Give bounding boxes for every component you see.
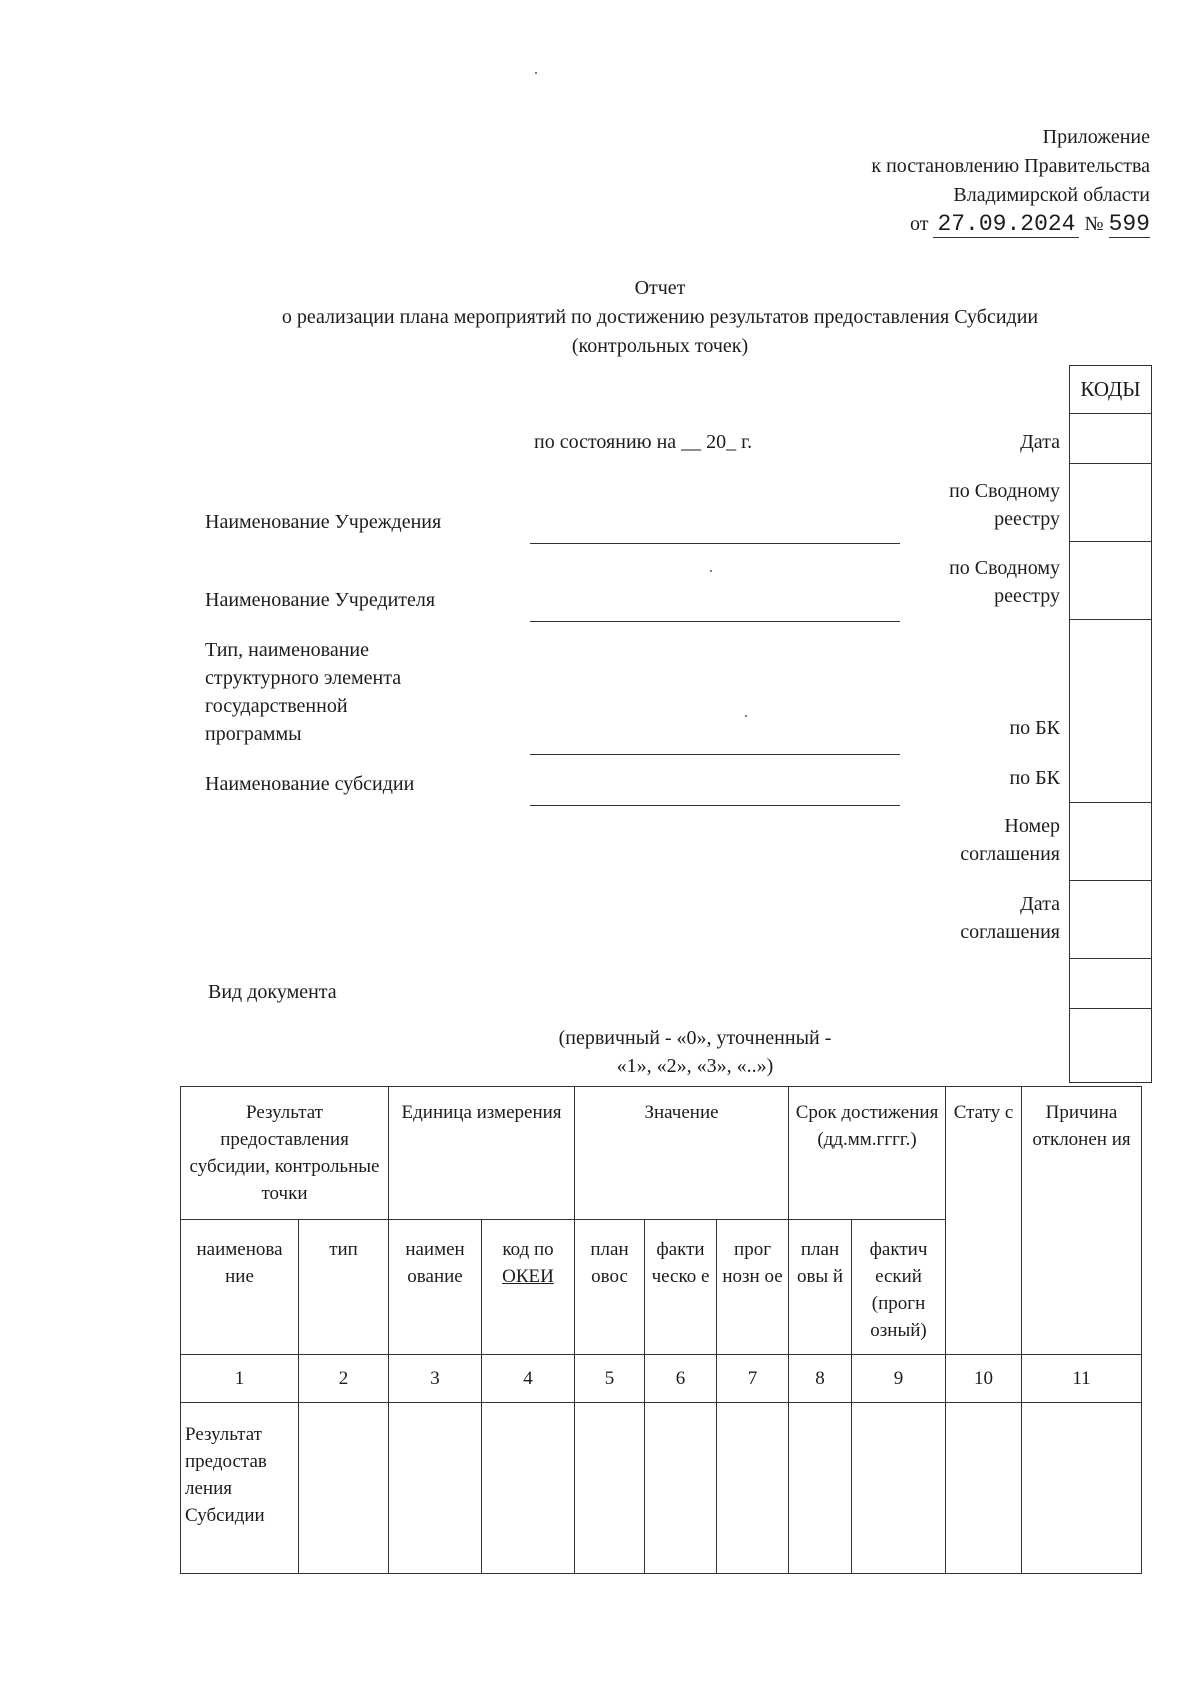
code-cell-doc-type-2: [1070, 1009, 1152, 1083]
row-label: Результат предостав ления Субсидии: [181, 1403, 299, 1574]
scan-speck: [745, 715, 747, 717]
th-result-group: Результат предоставления субсидии, контрольные точки: [181, 1087, 389, 1220]
decree-date: 27.09.2024: [933, 211, 1079, 238]
col-num-11: 11: [1022, 1355, 1142, 1403]
report-table: [180, 1086, 1142, 1574]
table-number-row: [181, 1355, 1142, 1403]
codes-table: [1069, 365, 1152, 1083]
th-type: тип: [299, 1220, 389, 1355]
field-structure-label: [205, 636, 401, 748]
col-num-3: 3: [389, 1355, 482, 1403]
header-line-region: Владимирской области: [953, 184, 1150, 206]
code-label-svod-1-a: по Сводному: [949, 480, 1060, 502]
code-label-date: Дата: [1020, 431, 1060, 453]
col-num-7: 7: [717, 1355, 789, 1403]
as-of-date: по состоянию на __ 20_ г.: [534, 431, 753, 453]
cell-type[interactable]: [299, 1403, 389, 1574]
header-date-line: [700, 210, 1150, 239]
number-sign: №: [1084, 213, 1104, 235]
codes-header: КОДЫ: [1070, 366, 1152, 414]
code-cell-agreement-number: [1070, 803, 1152, 881]
code-label-agreement-date-a: Дата: [1020, 893, 1060, 915]
th-okei: [482, 1220, 575, 1355]
cell-term-fact[interactable]: [852, 1403, 946, 1574]
th-unit-name: наимен ование: [389, 1220, 482, 1355]
code-label-agreement-number: [830, 812, 1060, 868]
field-structure-line[interactable]: [530, 754, 900, 755]
th-okei-code: ОКЕИ: [502, 1266, 554, 1287]
col-num-4: 4: [482, 1355, 575, 1403]
cell-okei[interactable]: [482, 1403, 575, 1574]
field-structure-label-3: государственной: [205, 695, 348, 717]
scan-speck: [710, 570, 712, 572]
title-line-2: о реализации плана мероприятий по достижению результатов предоставления Субсидии: [281, 306, 1039, 328]
cell-unit-name[interactable]: [389, 1403, 482, 1574]
field-subsidy-line[interactable]: [530, 805, 900, 806]
header-line-decree: к постановлению Правительства: [871, 155, 1150, 177]
th-term-fact: фактич еский (прогн озный): [852, 1220, 946, 1355]
col-num-6: 6: [645, 1355, 717, 1403]
scan-speck: [535, 72, 537, 74]
cell-reason[interactable]: [1022, 1403, 1142, 1574]
field-doc-type-label: Вид документа: [208, 981, 337, 1003]
code-label-agreement-date-b: соглашения: [960, 921, 1060, 943]
code-cell-date: [1070, 414, 1152, 464]
code-label-agreement-number-b: соглашения: [960, 843, 1060, 865]
field-institution-line[interactable]: [530, 543, 900, 544]
col-num-5: 5: [575, 1355, 645, 1403]
col-num-2: 2: [299, 1355, 389, 1403]
cell-status[interactable]: [946, 1403, 1022, 1574]
table-group-header-row: [181, 1087, 1142, 1220]
code-label-svod-2: [830, 554, 1060, 610]
cell-actual[interactable]: [645, 1403, 717, 1574]
th-term-plan: план овы й: [789, 1220, 852, 1355]
code-label-svod-1: [830, 477, 1060, 533]
title-line-3: (контрольных точек): [571, 335, 749, 357]
code-label-svod-2-b: реестру: [994, 585, 1060, 607]
th-term-group: Срок достижения (дд.мм.гггг.): [789, 1087, 946, 1220]
header-line-appendix: Приложение: [1042, 126, 1150, 148]
field-founder-line[interactable]: [530, 621, 900, 622]
field-structure-label-2: структурного элемента: [205, 667, 402, 689]
decree-number: 599: [1108, 211, 1150, 237]
code-label-bk-1: по БК: [1009, 717, 1060, 739]
code-label-svod-1-b: реестру: [994, 508, 1060, 530]
table-row: [181, 1403, 1142, 1574]
date-prefix: от: [909, 213, 929, 235]
th-actual: факти ческо е: [645, 1220, 717, 1355]
code-label-agreement-number-a: Номер: [1004, 815, 1060, 837]
field-structure-label-1: Тип, наименование: [205, 639, 369, 661]
th-planned: план овос: [575, 1220, 645, 1355]
doc-type-note-1: (первичный - «0», уточненный -: [558, 1027, 832, 1049]
title-line-1: Отчет: [634, 277, 686, 299]
code-cell-agreement-date: [1070, 881, 1152, 959]
col-num-8: 8: [789, 1355, 852, 1403]
col-num-1: 1: [181, 1355, 299, 1403]
col-num-9: 9: [852, 1355, 946, 1403]
th-status: Стату с: [946, 1087, 1022, 1355]
th-name: наименова ние: [181, 1220, 299, 1355]
code-label-agreement-date: [830, 890, 1060, 946]
code-cell-bk: [1070, 620, 1152, 803]
code-cell-svod-2: [1070, 542, 1152, 620]
field-subsidy-label: Наименование субсидии: [205, 773, 415, 795]
code-cell-svod-1: [1070, 464, 1152, 542]
report-title: [150, 274, 1170, 361]
th-reason: Причина отклонен ия: [1022, 1087, 1142, 1355]
header-block: [700, 123, 1150, 239]
cell-planned[interactable]: [575, 1403, 645, 1574]
field-structure-label-4: программы: [205, 723, 302, 745]
code-label-svod-2-a: по Сводному: [949, 557, 1060, 579]
code-cell-doc-type: [1070, 959, 1152, 1009]
th-value-group: Значение: [575, 1087, 789, 1220]
doc-type-note: [520, 1024, 870, 1080]
cell-forecast[interactable]: [717, 1403, 789, 1574]
field-founder-label: Наименование Учредителя: [205, 589, 436, 611]
th-forecast: прог нозн ое: [717, 1220, 789, 1355]
field-institution-label: Наименование Учреждения: [205, 511, 442, 533]
doc-type-note-2: «1», «2», «3», «..»): [616, 1055, 774, 1077]
th-okei-prefix: код по: [502, 1239, 554, 1260]
cell-term-plan[interactable]: [789, 1403, 852, 1574]
col-num-10: 10: [946, 1355, 1022, 1403]
code-label-bk-2: по БК: [1009, 767, 1060, 789]
th-unit-group: Единица измерения: [389, 1087, 575, 1220]
